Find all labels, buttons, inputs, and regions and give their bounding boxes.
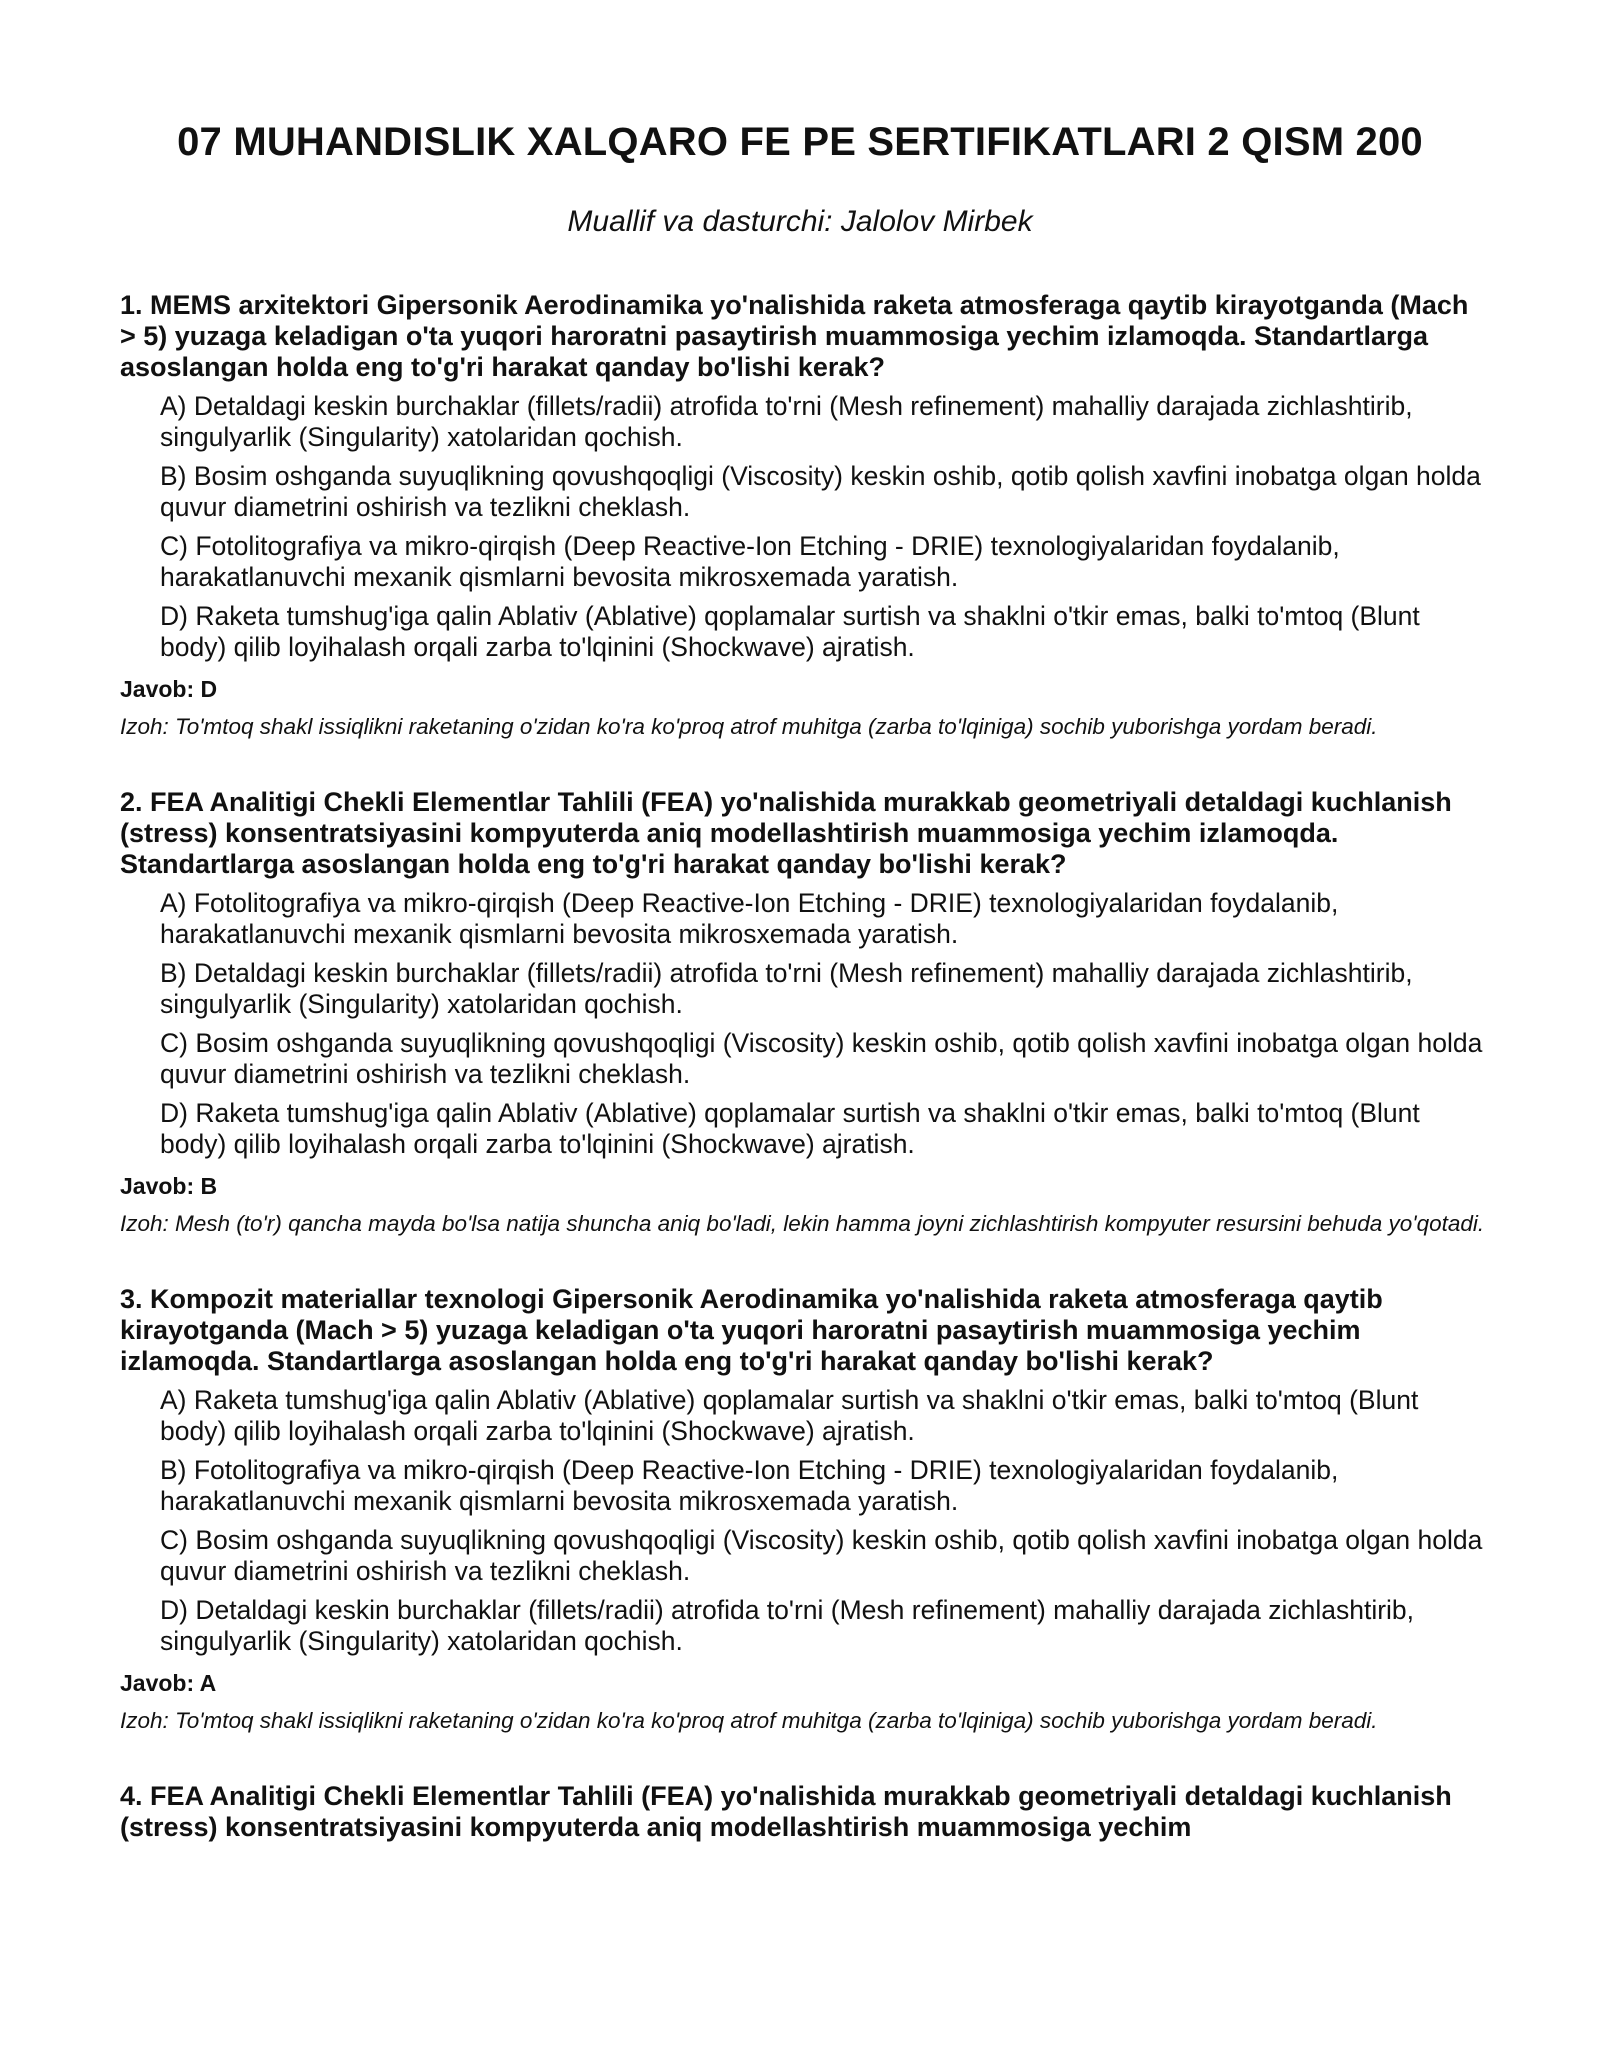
question-text: 3. Kompozit materiallar texnologi Gipersonik Aerodinamika yo'nalishida raketa atmosferaga qaytib kirayotganda (Mach > 5) yuzaga keladigan o'ta yuqori haroratni pasaytirish muammosiga yechim izlamoqda. Standartlarga asoslangan holda eng to'g'ri harakat qanday bo'lishi kerak? [120, 1284, 1383, 1376]
question-block [120, 1284, 1490, 1736]
question-block [120, 787, 1490, 1239]
question-text: 4. FEA Analitigi Chekli Elementlar Tahlili (FEA) yo'nalishida murakkab geometriyali detaldagi kuchlanish (stress) konsentratsiyasini kompyuterda aniq modellashtirish muammosiga yechim [120, 1781, 1452, 1842]
option-d: D) Raketa tumshug'iga qalin Ablativ (Ablative) qoplamalar surtish va shaklni o'tkir emas, balki to'mtoq (Blunt body) qilib loyihalash orqali zarba to'lqinini (Shockwave) ajratish. [160, 601, 1420, 662]
option-b: B) Fotolitografiya va mikro-qirqish (Deep Reactive-Ion Etching - DRIE) texnologiyalaridan foydalanib, harakatlanuvchi mexanik qismlarni bevosita mikrosxemada yaratish. [160, 1455, 1339, 1516]
option-c: C) Fotolitografiya va mikro-qirqish (Deep Reactive-Ion Etching - DRIE) texnologiyalaridan foydalanib, harakatlanuvchi mexanik qismlarni bevosita mikrosxemada yaratish. [160, 531, 1340, 592]
option-a: A) Detaldagi keskin burchaklar (fillets/radii) atrofida to'rni (Mesh refinement) mahalliy darajada zichlashtirib, singulyarlik (Singularity) xatolaridan qochish. [160, 391, 1413, 452]
option-a: A) Raketa tumshug'iga qalin Ablativ (Ablative) qoplamalar surtish va shaklni o'tkir emas, balki to'mtoq (Blunt body) qilib loyihalash orqali zarba to'lqinini (Shockwave) ajratish. [160, 1385, 1419, 1446]
answer-label: Javob: D [120, 676, 218, 702]
option-b: B) Detaldagi keskin burchaklar (fillets/radii) atrofida to'rni (Mesh refinement) mahalliy darajada zichlashtirib, singulyarlik (Singularity) xatolaridan qochish. [160, 958, 1413, 1019]
explanation-note: Izoh: To'mtoq shakl issiqlikni raketaning o'zidan ko'ra ko'proq atrof muhitga (zarba to'lqiniga) sochib yuborishga yordam beradi. [120, 1708, 1378, 1733]
option-c: C) Bosim oshganda suyuqlikning qovushqoqligi (Viscosity) keskin oshib, qotib qolish xavfini inobatga olgan holda quvur diametrini oshirish va tezlikni cheklash. [160, 1028, 1483, 1089]
answer-label: Javob: A [120, 1670, 217, 1696]
option-c: C) Bosim oshganda suyuqlikning qovushqoqligi (Viscosity) keskin oshib, qotib qolish xavfini inobatga olgan holda quvur diametrini oshirish va tezlikni cheklash. [160, 1525, 1483, 1586]
option-d: D) Raketa tumshug'iga qalin Ablativ (Ablative) qoplamalar surtish va shaklni o'tkir emas, balki to'mtoq (Blunt body) qilib loyihalash orqali zarba to'lqinini (Shockwave) ajratish. [160, 1098, 1420, 1159]
option-b: B) Bosim oshganda suyuqlikning qovushqoqligi (Viscosity) keskin oshib, qotib qolish xavfini inobatga olgan holda quvur diametrini oshirish va tezlikni cheklash. [160, 461, 1481, 522]
question-list [120, 290, 1490, 1888]
question-block [120, 1781, 1490, 1843]
question-text: 1. MEMS arxitektori Gipersonik Aerodinamika yo'nalishida raketa atmosferaga qaytib kirayotganda (Mach > 5) yuzaga keladigan o'ta yuqori haroratni pasaytirish muammosiga yechim izlamoqda. Standartlarga asoslangan holda eng to'g'ri harakat qanday bo'lishi kerak? [120, 290, 1469, 382]
answer-label: Javob: B [120, 1173, 218, 1199]
explanation-note: Izoh: Mesh (to'r) qancha mayda bo'lsa natija shuncha aniq bo'ladi, lekin hamma joyni zichlashtirish kompyuter resursini behuda yo'qotadi. [120, 1211, 1485, 1236]
explanation-note: Izoh: To'mtoq shakl issiqlikni raketaning o'zidan ko'ra ko'proq atrof muhitga (zarba to'lqiniga) sochib yuborishga yordam beradi. [120, 714, 1378, 739]
option-d: D) Detaldagi keskin burchaklar (fillets/radii) atrofida to'rni (Mesh refinement) mahalliy darajada zichlashtirib, singulyarlik (Singularity) xatolaridan qochish. [160, 1595, 1415, 1656]
option-a: A) Fotolitografiya va mikro-qirqish (Deep Reactive-Ion Etching - DRIE) texnologiyalaridan foydalanib, harakatlanuvchi mexanik qismlarni bevosita mikrosxemada yaratish. [160, 888, 1339, 949]
question-block [120, 290, 1490, 742]
document-author: Muallif va dasturchi: Jalolov Mirbek [567, 205, 1033, 238]
document-title: 07 MUHANDISLIK XALQARO FE PE SERTIFIKATLARI 2 QISM 200 [177, 120, 1423, 164]
question-text: 2. FEA Analitigi Chekli Elementlar Tahlili (FEA) yo'nalishida murakkab geometriyali detaldagi kuchlanish (stress) konsentratsiyasini kompyuterda aniq modellashtirish muammosiga yechim izlamoqda. Standartlarga asoslangan holda eng to'g'ri harakat qanday bo'lishi kerak? [120, 787, 1452, 879]
